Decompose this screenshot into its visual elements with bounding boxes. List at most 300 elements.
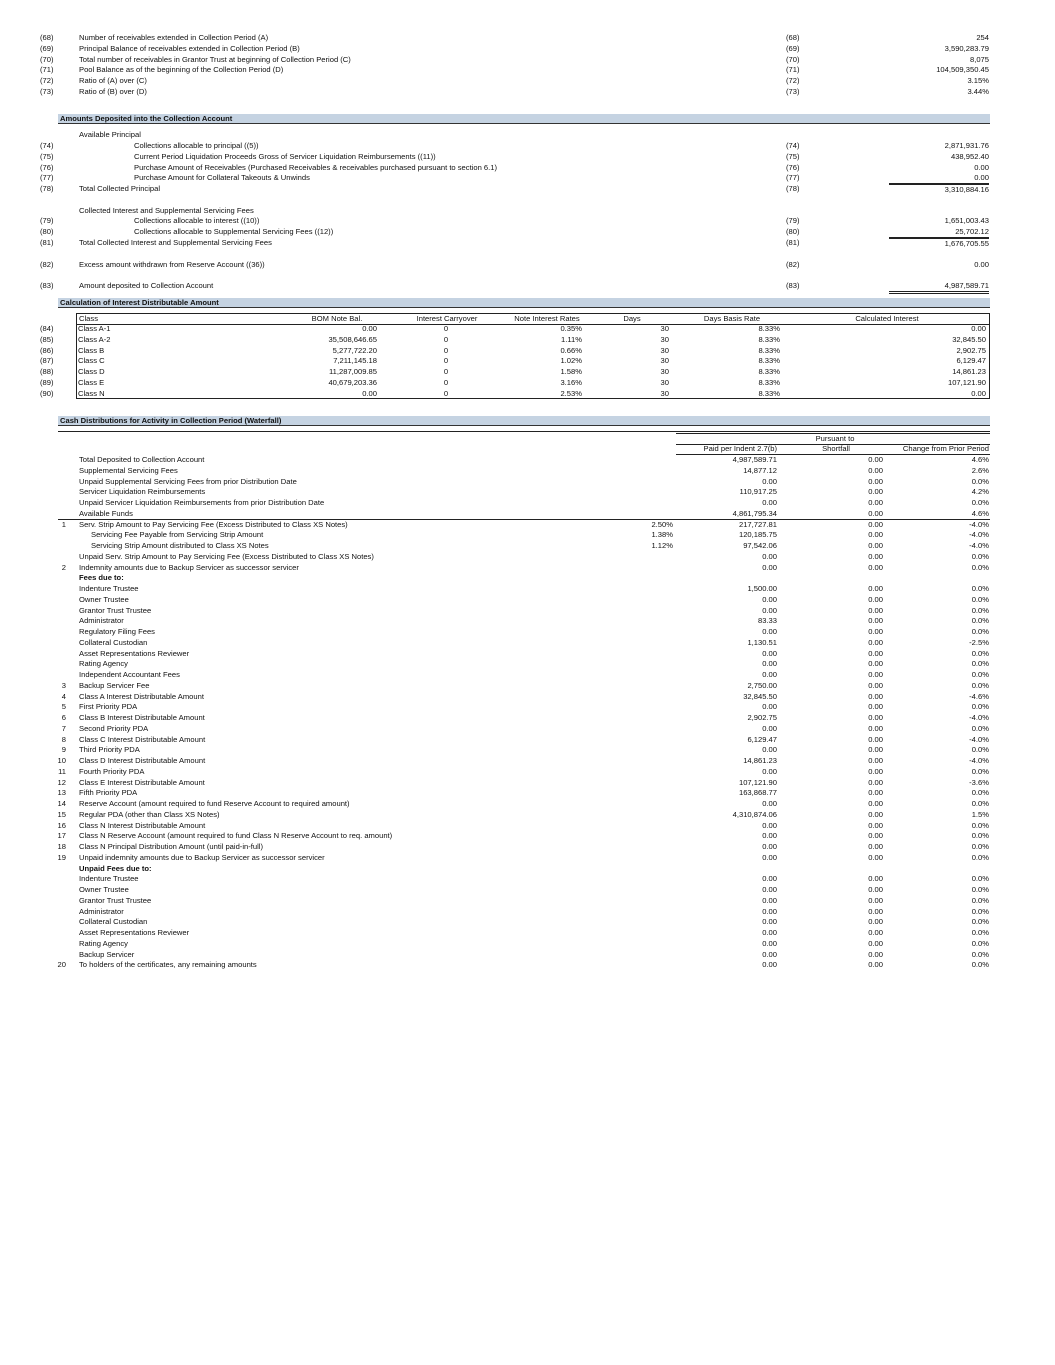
row-label: Purchase Amount of Receivables (Purchased Receivables & receivables purchased pursuant to section 6.1) — [134, 162, 498, 172]
row-label: Excess amount withdrawn from Reserve Account ((36)) — [79, 260, 265, 269]
waterfall-row — [0, 573, 1055, 583]
waterfall-row — [0, 713, 1055, 723]
shortfall-cell: 0.00 — [868, 637, 883, 647]
row-value: 0.00 — [889, 173, 989, 184]
row-value: 25,702.12 — [889, 227, 989, 238]
shortfall-cell: 0.00 — [868, 702, 883, 712]
waterfall-row — [0, 756, 1055, 766]
col-header-change: Change from Prior Period — [902, 444, 989, 453]
paid-cell: 32,845.50 — [743, 691, 777, 701]
change-cell: 0.0% — [971, 799, 989, 808]
priority-number: 17 — [57, 831, 66, 841]
change-cell: 1.5% — [971, 809, 989, 819]
change-cell: -2.5% — [969, 637, 989, 647]
paid-cell: 110,917.25 — [739, 487, 777, 497]
priority-number: 7 — [61, 723, 66, 733]
ref-number: (82) — [786, 260, 800, 269]
waterfall-row — [0, 950, 1055, 960]
paid-cell: 4,310,874.06 — [732, 809, 777, 819]
line-number: (75) — [40, 151, 54, 161]
row-label: Administrator — [79, 616, 124, 626]
row-label: Unpaid Fees due to: — [79, 863, 152, 873]
shortfall-cell: 0.00 — [868, 659, 883, 669]
priority-number: 15 — [57, 809, 66, 819]
change-cell: 0.0% — [971, 648, 989, 658]
row-label: Regular PDA (other than Class XS Notes) — [79, 809, 220, 819]
interest-cell: 2,902.75 — [956, 345, 986, 355]
shortfall-cell: 0.00 — [868, 820, 883, 830]
paid-cell: 0.00 — [762, 852, 777, 862]
row-label: Indemnity amounts due to Backup Servicer as successor servicer — [79, 562, 299, 572]
change-cell: 4.2% — [971, 487, 989, 497]
carryover-cell: 0 — [443, 345, 449, 355]
paid-cell: 0.00 — [762, 831, 777, 841]
row-label: Regulatory Filing Fees — [79, 627, 155, 636]
change-cell: 0.0% — [971, 670, 989, 679]
row-label: Owner Trustee — [79, 885, 129, 894]
interest-cell: 0.00 — [971, 324, 986, 333]
paid-cell: 0.00 — [762, 799, 777, 808]
line-number: (73) — [40, 87, 54, 96]
paid-cell: 0.00 — [762, 562, 777, 572]
line-number: (85) — [40, 334, 54, 344]
change-cell: 0.0% — [971, 938, 989, 948]
interest-header: Collected Interest and Supplemental Servicing Fees — [79, 206, 254, 215]
shortfall-cell: 0.00 — [868, 455, 883, 464]
priority-number: 1 — [61, 519, 66, 529]
row-value: 0.00 — [974, 260, 989, 269]
carryover-cell: 0 — [443, 388, 449, 398]
waterfall-row — [0, 509, 1055, 519]
interest-cell: 107,121.90 — [947, 378, 986, 387]
row-label: To holders of the certificates, any remaining amounts — [79, 960, 257, 970]
shortfall-cell: 0.00 — [868, 756, 883, 765]
line-number: (74) — [40, 141, 54, 150]
shortfall-cell: 0.00 — [868, 541, 883, 550]
col-header-basis-rate: Days Basis Rate — [703, 314, 761, 323]
class-cell: Class A-1 — [78, 324, 111, 333]
ref-number: (81) — [786, 238, 800, 247]
priority-number: 14 — [57, 799, 66, 808]
shortfall-cell: 0.00 — [868, 465, 883, 475]
row-label: Class N Interest Distributable Amount — [79, 820, 206, 830]
row-label: Reserve Account (amount required to fund Reserve Account to required amount) — [79, 799, 350, 808]
class-cell: Class N — [78, 388, 105, 398]
basis-rate-cell: 8.33% — [758, 334, 780, 344]
row-label: Rating Agency — [79, 659, 128, 669]
change-cell: 0.0% — [971, 895, 989, 905]
row-label: Servicing Strip Amount distributed to Class XS Notes — [91, 541, 269, 550]
carryover-cell: 0 — [443, 367, 449, 377]
priority-number: 9 — [61, 745, 66, 755]
paid-cell: 0.00 — [762, 498, 777, 507]
row-label: Backup Servicer Fee — [79, 680, 150, 690]
line-number: (79) — [40, 216, 54, 225]
change-cell: 0.0% — [971, 852, 989, 862]
shortfall-cell: 0.00 — [868, 766, 883, 776]
waterfall-row — [0, 885, 1055, 895]
paid-cell: 120,185.75 — [738, 530, 777, 540]
change-cell: -4.0% — [969, 756, 989, 765]
col-header-class: Class — [79, 314, 98, 323]
ref-number: (68) — [786, 33, 800, 42]
rate-cell: 2.53% — [560, 388, 582, 398]
row-label: Independent Accountant Fees — [79, 670, 180, 679]
row-label: Backup Servicer — [79, 949, 135, 959]
change-cell: 0.0% — [971, 551, 989, 561]
paid-cell: 107,121.90 — [738, 777, 777, 787]
row-label: Collections allocable to interest ((10)) — [134, 216, 260, 225]
shortfall-cell: 0.00 — [868, 852, 883, 862]
class-cell: Class D — [78, 367, 105, 377]
shortfall-cell: 0.00 — [868, 831, 883, 841]
interest-cell: 14,861.23 — [952, 367, 986, 377]
basis-rate-cell: 8.33% — [758, 367, 780, 377]
row-label: Fourth Priority PDA — [79, 766, 145, 776]
row-label: Serv. Strip Amount to Pay Servicing Fee (Excess Distributed to Class XS Notes) — [79, 519, 348, 529]
change-cell: -4.0% — [969, 541, 989, 550]
shortfall-cell: 0.00 — [868, 487, 883, 497]
balance-cell: 0.00 — [362, 324, 377, 333]
shortfall-cell: 0.00 — [868, 648, 883, 658]
principal-total-row — [0, 184, 1055, 194]
row-value: 2,871,931.76 — [944, 141, 989, 150]
change-cell: 0.0% — [971, 723, 989, 733]
interest-calc-row — [0, 367, 1055, 377]
ref-number: (79) — [786, 216, 800, 225]
shortfall-cell: 0.00 — [868, 476, 883, 486]
line-number: (68) — [40, 33, 54, 42]
row-label: Available Funds — [79, 508, 133, 518]
line-number: (76) — [40, 162, 54, 172]
basis-rate-cell: 8.33% — [758, 324, 780, 333]
col-header-paid: Paid per Indent 2.7(b) — [703, 444, 777, 453]
row-value: 438,952.40 — [950, 151, 989, 161]
row-value: 3.44% — [967, 87, 989, 96]
row-label: Asset Representations Reviewer — [79, 928, 190, 937]
shortfall-cell: 0.00 — [868, 691, 883, 701]
priority-number: 13 — [57, 788, 66, 798]
interest-calc-title: Calculation of Interest Distributable Amount — [58, 298, 990, 308]
row-label: Collateral Custodian — [79, 917, 148, 927]
priority-number: 5 — [61, 702, 66, 712]
row-label: Collections allocable to principal ((5)) — [134, 141, 259, 150]
ratio-row — [0, 33, 1055, 43]
row-label: Unpaid Serv. Strip Amount to Pay Servicing Fee (Excess Distributed to Class XS Notes) — [79, 551, 374, 561]
rate-cell: 1.02% — [560, 356, 582, 366]
days-cell: 30 — [660, 388, 669, 398]
waterfall-row — [0, 928, 1055, 938]
change-cell: 0.0% — [971, 702, 989, 712]
change-cell: 0.0% — [971, 917, 989, 927]
class-cell: Class E — [78, 378, 105, 387]
balance-cell: 7,211,145.18 — [333, 356, 377, 366]
row-value: 4,987,589.71 — [889, 281, 989, 294]
row-label: Class A Interest Distributable Amount — [79, 691, 204, 701]
line-number: (82) — [40, 260, 54, 269]
ref-number: (83) — [786, 281, 800, 290]
change-cell: 0.0% — [971, 476, 989, 486]
paid-cell: 97,542.06 — [743, 541, 777, 550]
shortfall-cell: 0.00 — [868, 594, 883, 604]
paid-cell: 14,861.23 — [743, 756, 777, 765]
row-label: Administrator — [79, 906, 124, 916]
waterfall-row — [0, 659, 1055, 669]
row-label: Unpaid indemnity amounts due to Backup Servicer as successor servicer — [79, 852, 325, 862]
principal-header-row — [0, 130, 1055, 140]
basis-rate-cell: 8.33% — [758, 378, 780, 387]
change-cell: 4.6% — [971, 508, 989, 518]
waterfall-row — [0, 767, 1055, 777]
waterfall-row — [0, 487, 1055, 497]
row-value: 3,590,283.79 — [944, 43, 989, 53]
shortfall-cell: 0.00 — [868, 584, 883, 593]
ref-number: (73) — [786, 87, 800, 96]
row-label: Grantor Trust Trustee — [79, 895, 152, 905]
rate-cell: 0.35% — [560, 324, 582, 333]
waterfall-row — [0, 778, 1055, 788]
change-cell: 0.0% — [971, 831, 989, 841]
change-cell: -4.0% — [969, 734, 989, 744]
priority-number: 19 — [57, 852, 66, 862]
ref-number: (76) — [786, 162, 800, 172]
percent-cell: 2.50% — [651, 519, 673, 529]
shortfall-cell: 0.00 — [868, 906, 883, 916]
row-value: 254 — [976, 33, 989, 42]
waterfall-row — [0, 498, 1055, 508]
row-label: First Priority PDA — [79, 702, 138, 712]
change-cell: 0.0% — [971, 498, 989, 507]
waterfall-row — [0, 821, 1055, 831]
waterfall-row — [0, 831, 1055, 841]
row-label: Collateral Custodian — [79, 637, 148, 647]
rate-cell: 1.11% — [561, 334, 582, 344]
row-label: Ratio of (A) over (C) — [79, 76, 147, 86]
percent-cell: 1.38% — [651, 530, 673, 540]
rate-cell: 0.66% — [560, 345, 582, 355]
change-cell: -3.6% — [969, 777, 989, 787]
paid-cell: 0.00 — [762, 917, 777, 927]
ratio-row — [0, 87, 1055, 97]
shortfall-cell: 0.00 — [868, 874, 883, 884]
ref-number: (77) — [786, 173, 800, 183]
waterfall-row — [0, 520, 1055, 530]
waterfall-row — [0, 530, 1055, 540]
change-cell: 0.0% — [971, 627, 989, 636]
carryover-cell: 0 — [443, 334, 449, 344]
col-header-calculated-interest: Calculated Interest — [855, 314, 919, 323]
basis-rate-cell: 8.33% — [758, 345, 780, 355]
paid-cell: 4,861,795.34 — [732, 508, 777, 518]
pursuant-label: Pursuant to — [815, 434, 855, 443]
shortfall-cell: 0.00 — [868, 723, 883, 733]
priority-number: 4 — [61, 691, 66, 701]
row-value: 1,651,003.43 — [944, 216, 989, 225]
shortfall-cell: 0.00 — [868, 938, 883, 948]
balance-cell: 5,277,722.20 — [332, 345, 377, 355]
waterfall-row — [0, 563, 1055, 573]
waterfall-row — [0, 788, 1055, 798]
interest-cell: 32,845.50 — [952, 334, 986, 344]
waterfall-row — [0, 541, 1055, 551]
row-label: Class B Interest Distributable Amount — [79, 713, 205, 722]
row-label: Collections allocable to Supplemental Servicing Fees ((12)) — [134, 226, 334, 236]
priority-number: 6 — [61, 713, 66, 722]
waterfall-row — [0, 455, 1055, 465]
row-label: Current Period Liquidation Proceeds Gross of Servicer Liquidation Reimbursements ((11)) — [134, 151, 436, 161]
row-label: Purchase Amount for Collateral Takeouts & Unwinds — [134, 173, 310, 183]
waterfall-row — [0, 466, 1055, 476]
line-number: (83) — [40, 281, 54, 290]
waterfall-row — [0, 638, 1055, 648]
shortfall-cell: 0.00 — [868, 885, 883, 894]
paid-cell: 2,902.75 — [747, 713, 777, 722]
ratio-row — [0, 76, 1055, 86]
row-label: Total number of receivables in Grantor Trust at beginning of Collection Period (C) — [79, 54, 351, 64]
paid-cell: 0.00 — [762, 842, 777, 851]
shortfall-cell: 0.00 — [868, 519, 883, 529]
row-label: Number of receivables extended in Collection Period (A) — [79, 33, 269, 42]
paid-cell: 0.00 — [762, 551, 777, 561]
line-number: (84) — [40, 324, 54, 333]
paid-cell: 83.33 — [757, 616, 777, 626]
balance-cell: 11,287,009.85 — [329, 367, 377, 377]
shortfall-cell: 0.00 — [868, 745, 883, 755]
paid-cell: 0.00 — [762, 874, 777, 884]
waterfall-row — [0, 745, 1055, 755]
shortfall-cell: 0.00 — [868, 842, 883, 851]
principal-header: Available Principal — [79, 130, 141, 139]
row-label: Rating Agency — [79, 938, 128, 948]
waterfall-row — [0, 649, 1055, 659]
change-cell: 0.0% — [971, 562, 989, 572]
change-cell: 0.0% — [971, 605, 989, 615]
line-number: (81) — [40, 238, 54, 247]
shortfall-cell: 0.00 — [868, 788, 883, 798]
days-cell: 30 — [660, 324, 669, 333]
change-cell: 0.0% — [971, 616, 989, 626]
ref-number: (80) — [786, 226, 800, 236]
ref-number: (74) — [786, 141, 800, 150]
waterfall-row — [0, 477, 1055, 487]
row-value: 8,075 — [969, 54, 989, 64]
interest-calc-row — [0, 389, 1055, 399]
change-cell: 4.6% — [971, 455, 989, 464]
row-label: Fifth Priority PDA — [79, 788, 138, 798]
basis-rate-cell: 8.33% — [758, 356, 780, 366]
paid-cell: 0.00 — [762, 648, 777, 658]
waterfall-row — [0, 702, 1055, 712]
col-header-days: Days — [623, 314, 641, 323]
days-cell: 30 — [660, 378, 669, 387]
waterfall-row — [0, 907, 1055, 917]
deposit-item-row — [0, 227, 1055, 237]
days-cell: 30 — [660, 334, 669, 344]
ratio-row — [0, 44, 1055, 54]
waterfall-row — [0, 606, 1055, 616]
paid-cell: 0.00 — [762, 723, 777, 733]
ref-number: (75) — [786, 151, 800, 161]
paid-cell: 0.00 — [762, 605, 777, 615]
shortfall-cell: 0.00 — [868, 616, 883, 626]
change-cell: -4.6% — [969, 691, 989, 701]
shortfall-cell: 0.00 — [868, 917, 883, 927]
paid-cell: 2,750.00 — [747, 680, 777, 690]
change-cell: -4.0% — [969, 530, 989, 540]
interest-cell: 0.00 — [971, 388, 986, 398]
deposit-item-row — [0, 163, 1055, 173]
row-label: Total Collected Principal — [79, 184, 161, 193]
deposit-item-row — [0, 141, 1055, 151]
row-label: Amount deposited to Collection Account — [79, 281, 214, 290]
change-cell: 0.0% — [971, 928, 989, 937]
row-value: 104,509,350.45 — [936, 65, 989, 75]
paid-cell: 0.00 — [762, 670, 777, 679]
row-label: Second Priority PDA — [79, 723, 149, 733]
shortfall-cell: 0.00 — [868, 670, 883, 679]
change-cell: -4.0% — [969, 519, 989, 529]
line-number: (87) — [40, 356, 54, 366]
change-cell: -4.0% — [969, 713, 989, 722]
line-number: (70) — [40, 54, 54, 64]
row-value: 0.00 — [974, 162, 989, 172]
percent-cell: 1.12% — [651, 541, 673, 550]
paid-cell: 1,500.00 — [747, 584, 777, 593]
change-cell: 0.0% — [971, 745, 989, 755]
shortfall-cell: 0.00 — [868, 799, 883, 808]
waterfall-row — [0, 627, 1055, 637]
paid-cell: 0.00 — [762, 702, 777, 712]
waterfall-row — [0, 853, 1055, 863]
waterfall-row — [0, 692, 1055, 702]
interest-header-row — [0, 206, 1055, 216]
row-label: Grantor Trust Trustee — [79, 605, 152, 615]
deposited-row — [0, 281, 1055, 291]
row-label: Class N Reserve Account (amount required to fund Class N Reserve Account to req. amount) — [79, 831, 393, 841]
days-cell: 30 — [660, 367, 669, 377]
row-label: Owner Trustee — [79, 594, 129, 604]
carryover-cell: 0 — [443, 356, 449, 366]
row-value: 1,676,705.55 — [889, 238, 989, 249]
paid-cell: 217,727.81 — [738, 519, 777, 529]
interest-calc-row — [0, 324, 1055, 334]
shortfall-cell: 0.00 — [868, 562, 883, 572]
paid-cell: 0.00 — [762, 928, 777, 937]
shortfall-cell: 0.00 — [868, 680, 883, 690]
change-cell: 0.0% — [971, 594, 989, 604]
row-label: Total Deposited to Collection Account — [79, 455, 205, 464]
row-label: Servicer Liquidation Reimbursements — [79, 487, 206, 497]
shortfall-cell: 0.00 — [868, 777, 883, 787]
change-cell: 0.0% — [971, 906, 989, 916]
change-cell: 0.0% — [971, 885, 989, 894]
balance-cell: 0.00 — [362, 388, 377, 398]
waterfall-row — [0, 917, 1055, 927]
change-cell: 0.0% — [971, 788, 989, 798]
priority-number: 11 — [58, 766, 66, 776]
ref-number: (78) — [786, 184, 800, 193]
balance-cell: 35,508,646.65 — [328, 334, 377, 344]
deposit-item-row — [0, 216, 1055, 226]
waterfall-row — [0, 595, 1055, 605]
waterfall-row — [0, 960, 1055, 970]
waterfall-row — [0, 724, 1055, 734]
priority-number: 16 — [57, 820, 66, 830]
class-cell: Class A-2 — [78, 334, 111, 344]
shortfall-cell: 0.00 — [868, 928, 883, 937]
shortfall-cell: 0.00 — [868, 530, 883, 540]
row-label: Ratio of (B) over (D) — [79, 87, 147, 96]
